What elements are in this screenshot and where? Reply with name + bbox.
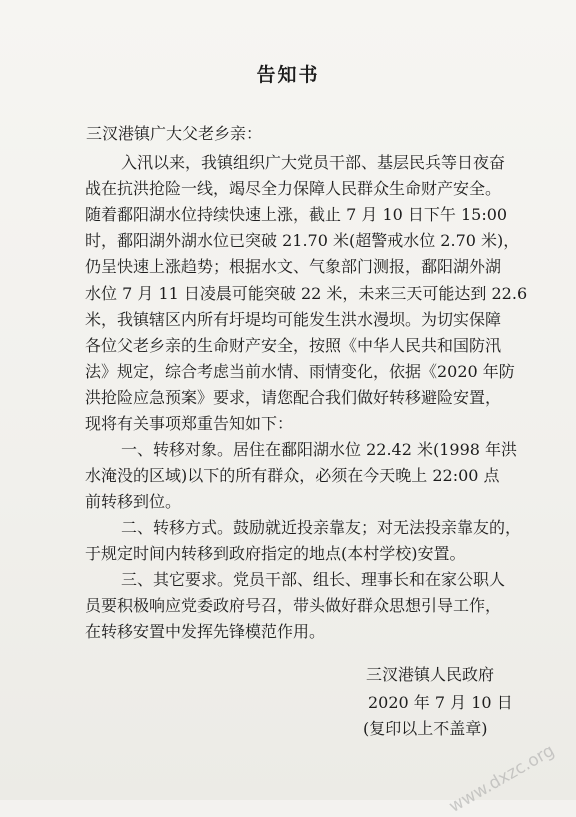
document-title: 告知书: [256, 64, 320, 86]
salutation: 三汊港镇广大父老乡亲：: [86, 124, 263, 143]
body-line: 洪抢险应急预案》要求，请您配合我们做好转移避险安置，: [85, 388, 502, 407]
body-line: 水淹没的区域)以下的所有群众，必须在今天晚上 22:00 点: [85, 466, 500, 485]
body-line: 各位父老乡亲的生命财产安全，按照《中华人民共和国防汛: [85, 336, 502, 355]
body-line: 战在抗洪抢险一线，竭尽全力保障人民群众生命财产安全。: [85, 179, 502, 198]
issue-date: 2020 年 7 月 10 日: [368, 693, 513, 712]
body-line: 仍呈快速上涨趋势；根据水文、气象部门测报，鄱阳湖外湖: [85, 257, 502, 276]
issuing-organization: 三汊港镇人民政府: [366, 665, 495, 684]
body-line: 在转移安置中发挥先锋模范作用。: [85, 622, 326, 641]
site-watermark: www.dxzc.org: [445, 740, 558, 817]
body-line: 于规定时间内转移到政府指定的地点(本村学校)安置。: [85, 544, 466, 563]
body-line: 入汛以来，我镇组织广大党员干部、基层民兵等日夜奋: [121, 153, 506, 172]
body-line: 现将有关事项郑重告知如下：: [85, 414, 294, 433]
body-line: 水位 7 月 11 日凌晨可能突破 22 米，未来三天可能达到 22.6: [85, 284, 528, 303]
section-one-heading-line: 一、转移对象。居住在鄱阳湖水位 22.42 米(1998 年洪: [121, 440, 518, 459]
body-line: 法》规定，综合考虑当前水情、雨情变化，依据《2020 年防: [85, 362, 515, 381]
section-two-heading-line: 二、转移方式。鼓励就近投亲靠友；对无法投亲靠友的，: [121, 518, 522, 537]
body-line: 时，鄱阳湖外湖水位已突破 21.70 米(超警戒水位 2.70 米)，: [85, 231, 520, 250]
copy-note: (复印以上不盖章): [363, 719, 488, 738]
body-line: 米，我镇辖区内所有圩堤均可能发生洪水漫坝。为切实保障: [85, 310, 502, 329]
body-line: 随着鄱阳湖水位持续快速上涨，截止 7 月 10 日下午 15:00: [85, 205, 508, 224]
body-line: 前转移到位。: [85, 492, 182, 511]
body-line: 员要积极响应党委政府号召，带头做好群众思想引导工作，: [85, 596, 502, 615]
section-three-heading-line: 三、其它要求。党员干部、组长、理事长和在家公职人: [121, 570, 506, 589]
